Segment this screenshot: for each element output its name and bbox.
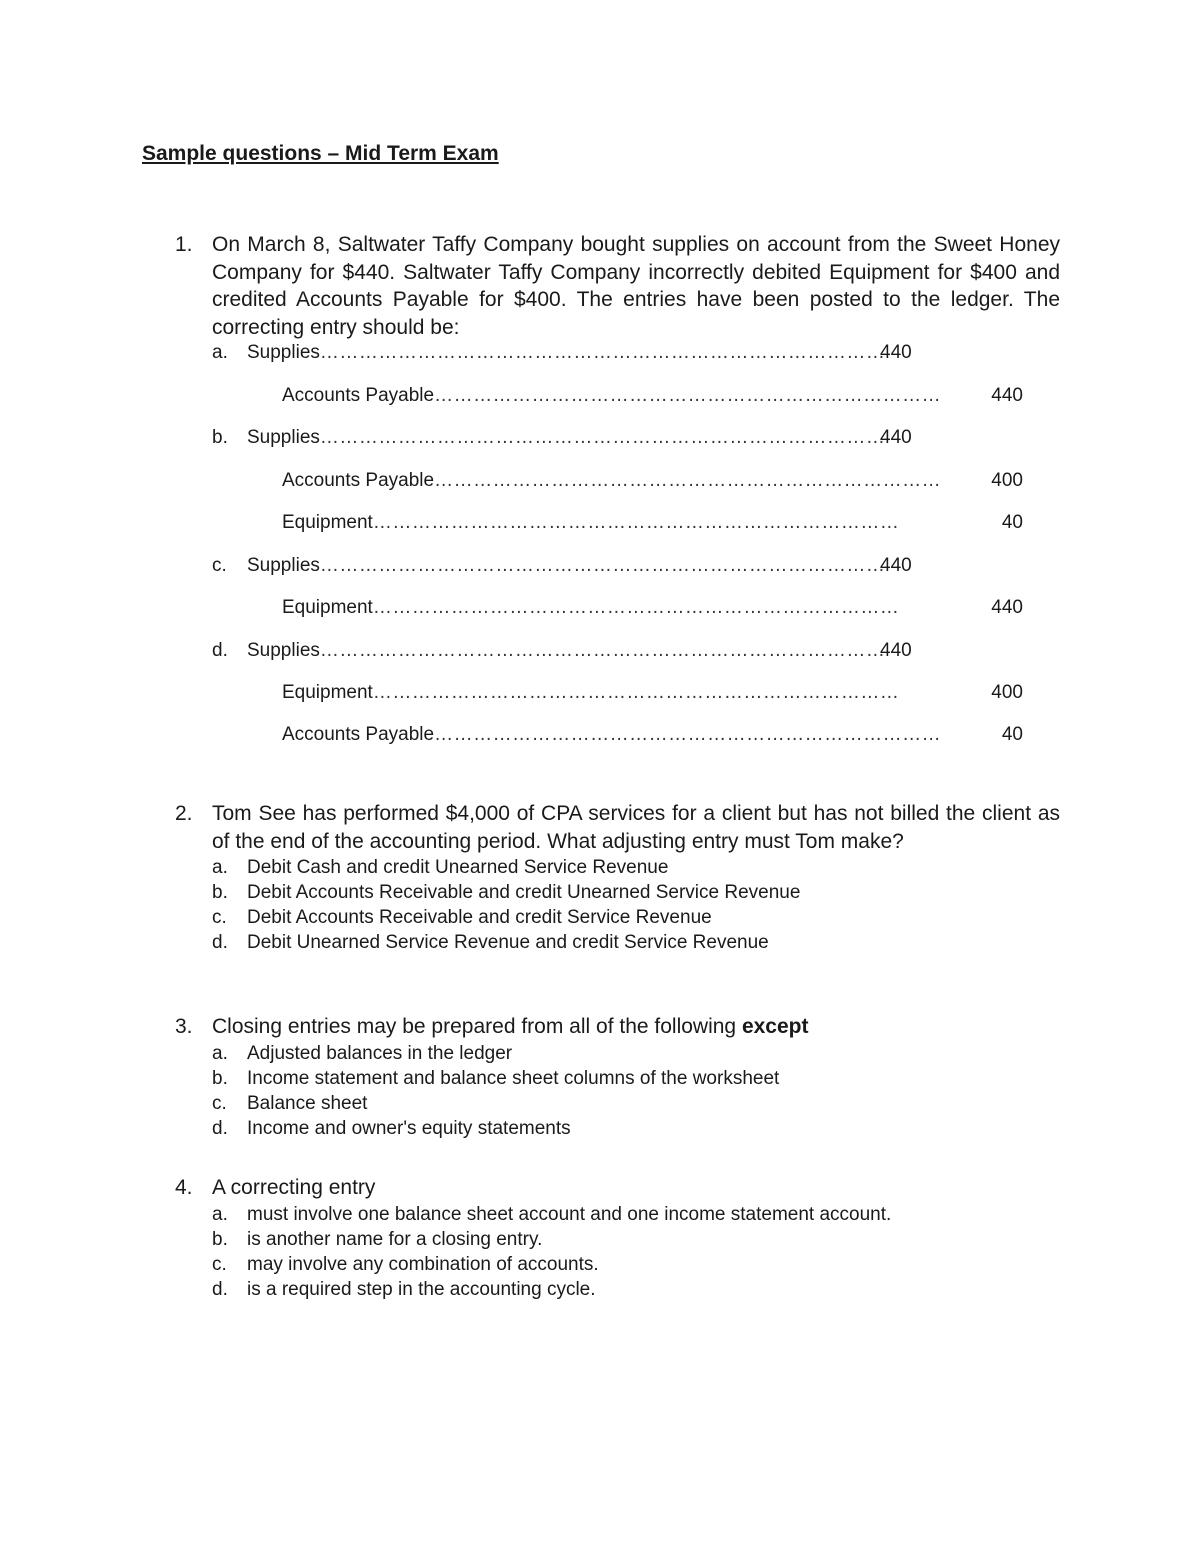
option-d-line: Accounts Payable…………………………………………………………………… 40 xyxy=(212,722,1042,748)
option-list xyxy=(212,1202,1060,1302)
credit-amount: 440 xyxy=(991,385,1023,406)
option-b: b. is another name for a closing entry. xyxy=(212,1228,543,1250)
option-a-line: Accounts Payable…………………………………………………………………… 440 xyxy=(212,383,1042,409)
option-b: b. Supplies…………………………………………………………………………… 440 xyxy=(212,425,1042,451)
page-title: Sample questions – Mid Term Exam xyxy=(142,142,499,165)
question-text: Tom See has performed $4,000 of CPA services for a client but has not billed the client as of the end of the accounting period. What adjusting entry must Tom make? xyxy=(212,802,1060,853)
account-name: Supplies xyxy=(247,555,320,576)
option-b-line: Accounts Payable…………………………………………………………………… 400 xyxy=(212,468,1042,494)
credit-amount: 400 xyxy=(991,470,1023,491)
option-b: b. Income statement and balance sheet columns of the worksheet xyxy=(212,1067,780,1089)
debit-amount: 440 xyxy=(880,640,912,661)
question-3 xyxy=(175,1013,1060,1141)
account-name: Accounts Payable xyxy=(282,470,435,491)
option-list xyxy=(212,1041,1060,1141)
question-1 xyxy=(175,231,1060,341)
question-text: Closing entries may be prepared from all of the following except xyxy=(212,1015,809,1038)
question-4 xyxy=(175,1174,1060,1302)
question-2 xyxy=(175,800,1060,955)
question-number: 1. xyxy=(175,233,193,256)
option-a: a. Adjusted balances in the ledger xyxy=(212,1042,513,1064)
option-letter: a. xyxy=(212,342,228,363)
option-c-line: Equipment……………………………………………………………………… 440 xyxy=(212,595,1042,621)
account-name: Equipment xyxy=(282,682,373,703)
option-c: c. may involve any combination of accounts. xyxy=(212,1253,599,1275)
question-number: 4. xyxy=(175,1176,193,1199)
option-letter: d. xyxy=(212,640,228,661)
option-a: a. Debit Cash and credit Unearned Service Revenue xyxy=(212,857,669,878)
option-d: d. Debit Unearned Service Revenue and credit Service Revenue xyxy=(212,932,769,953)
option-d: d. Income and owner's equity statements xyxy=(212,1117,571,1139)
credit-amount: 440 xyxy=(991,597,1023,618)
account-name: Accounts Payable xyxy=(282,385,435,406)
account-name: Supplies xyxy=(247,640,320,661)
option-d: d. is a required step in the accounting cycle. xyxy=(212,1278,596,1300)
option-b: b. Debit Accounts Receivable and credit Unearned Service Revenue xyxy=(212,882,801,903)
option-d-line: Equipment……………………………………………………………………… 400 xyxy=(212,680,1042,706)
debit-amount: 440 xyxy=(880,342,912,363)
option-c: c. Balance sheet xyxy=(212,1092,368,1114)
option-letter: c. xyxy=(212,555,227,576)
emphasis-word: except xyxy=(741,1015,809,1038)
option-a: a. must involve one balance sheet account and one income statement account. xyxy=(212,1203,892,1225)
question-number: 3. xyxy=(175,1015,193,1038)
debit-amount: 440 xyxy=(880,427,912,448)
credit-amount: 40 xyxy=(1001,512,1023,533)
debit-amount: 440 xyxy=(880,555,912,576)
option-a: a. Supplies…………………………………………………………………………… 440 xyxy=(212,340,1042,366)
option-c: c. Debit Accounts Receivable and credit Service Revenue xyxy=(212,907,712,928)
account-name: Equipment xyxy=(282,512,373,533)
account-name: Supplies xyxy=(247,427,320,448)
account-name: Accounts Payable xyxy=(282,724,435,745)
option-c: c. Supplies…………………………………………………………………………… 440 xyxy=(212,553,1042,579)
option-list xyxy=(212,855,1060,955)
question-number: 2. xyxy=(175,802,193,825)
credit-amount: 400 xyxy=(991,682,1023,703)
question-text: A correcting entry xyxy=(212,1176,376,1199)
account-name: Supplies xyxy=(247,342,320,363)
option-b-line: Equipment……………………………………………………………………… 40 xyxy=(212,510,1042,536)
credit-amount: 40 xyxy=(1001,724,1023,745)
option-letter: b. xyxy=(212,427,228,448)
question-text: On March 8, Saltwater Taffy Company bought supplies on account from the Sweet Honey Company for $440. Saltwater Taffy Company incorrectly debited Equipment for $400 and credited Accounts Payable for $400. The entries have been posted to the ledger. The correcting entry should be: xyxy=(212,233,1060,339)
account-name: Equipment xyxy=(282,597,373,618)
option-d: d. Supplies…………………………………………………………………………… 440 xyxy=(212,638,1042,664)
